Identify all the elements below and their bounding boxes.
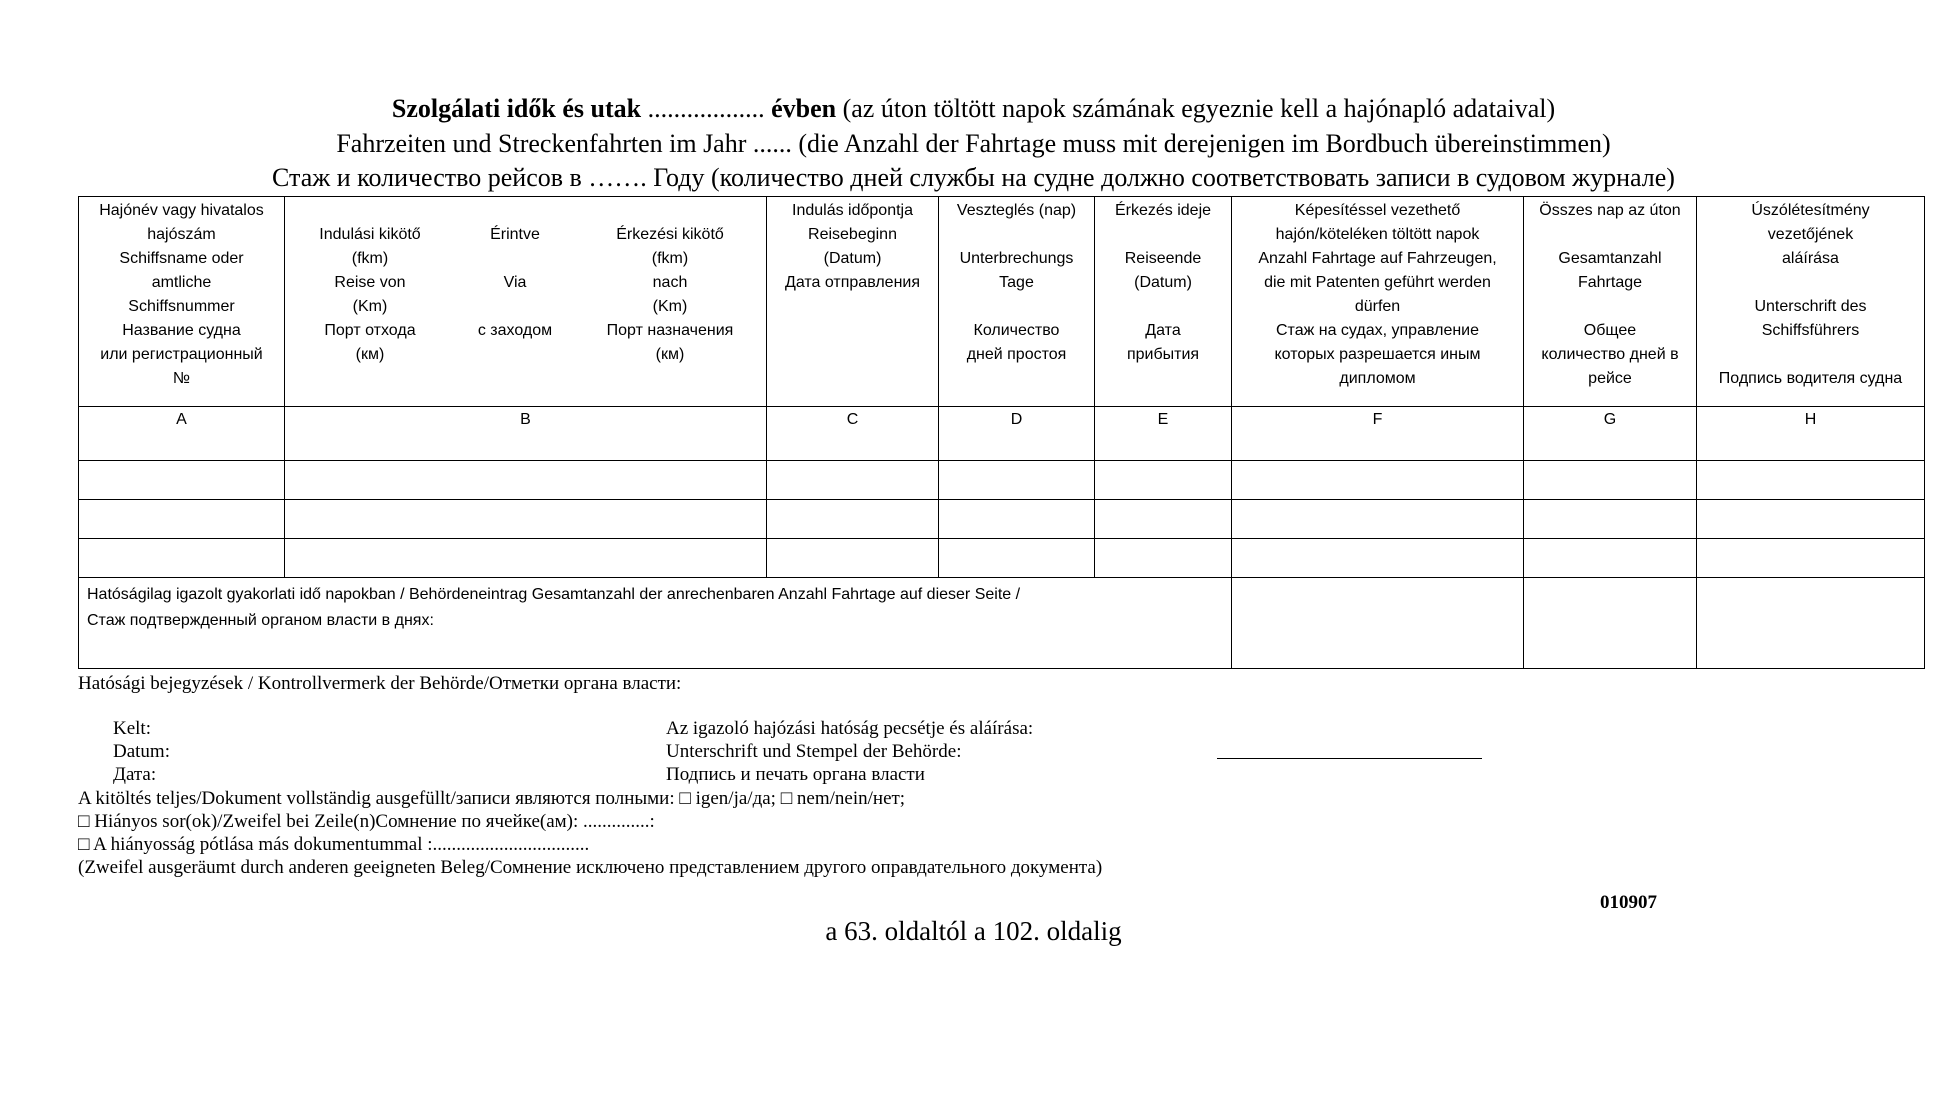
title-hu-rest: (az úton töltött napok számának egyeznie kell a hajónapló adataival) [836, 94, 1556, 123]
header-col-f: Képesítéssel vezethető hajón/köteléken töltött napok Anzahl Fahrtage auf Fahrzeugen, die mit Patenten geführt werden dürfen Стаж на судах, управление которых разрешается иным дипломом [1232, 197, 1524, 407]
header-col-a: Hajónév vagy hivatalos hajószám Schiffsname oder amtliche Schiffsnummer Название судна или регистрационный № [79, 197, 285, 407]
total-cell-h[interactable] [1697, 578, 1925, 669]
table-cell[interactable] [939, 500, 1095, 539]
service-table [78, 196, 1925, 669]
letter-h: H [1697, 407, 1925, 461]
letter-g: G [1524, 407, 1697, 461]
letter-a: A [79, 407, 285, 461]
total-label-line1: Hatóságilag igazolt gyakorlati idő napokban / Behördeneintrag Gesamtanzahl der anrechenbaren Anzahl Fahrtage auf dieser Seite / [87, 586, 1021, 603]
table-cell[interactable] [1232, 539, 1524, 578]
total-label-line2: Стаж подтвержденный органом власти в днях: [87, 612, 434, 629]
table-cell[interactable] [1524, 539, 1697, 578]
date-label-ru: Дата: [113, 764, 157, 785]
table-cell[interactable] [767, 539, 939, 578]
letter-e: E [1095, 407, 1232, 461]
table-cell[interactable] [1524, 500, 1697, 539]
table-row [79, 500, 1925, 539]
header-row [79, 197, 1925, 407]
form-code: 010907 [1600, 892, 1657, 913]
header-col-h: Úszólétesítmény vezetőjének aláírása Unterschrift des Schiffsführers Подпись водителя судна [1697, 197, 1925, 407]
doubt-removed: (Zweifel ausgeräumt durch anderen geeigneten Beleg/Сомнение исключено представлением другого оправдательного документа) [78, 857, 1103, 878]
header-col-b-to: Érkezési kikötő (fkm) nach (Km) Порт назначения (км) [606, 226, 734, 363]
table-cell[interactable] [1232, 461, 1524, 500]
table-cell[interactable] [1524, 461, 1697, 500]
header-col-d: Veszteglés (nap) Unterbrechungs Tage Количество дней простоя [939, 197, 1095, 407]
letter-f: F [1232, 407, 1524, 461]
table-cell[interactable] [79, 500, 285, 539]
page-range: a 63. oldaltól a 102. oldalig [825, 916, 1122, 946]
stamp-label-ru: Подпись и печать органа власти [666, 764, 925, 785]
table-cell[interactable] [79, 461, 285, 500]
header-col-b [285, 197, 767, 407]
total-cell-f[interactable] [1232, 578, 1524, 669]
title-bold-a: Szolgálati idők és utak [391, 94, 642, 123]
table-cell[interactable] [939, 539, 1095, 578]
header-col-b-via: Érintve Via с заходом [477, 226, 553, 339]
total-cell-g[interactable] [1524, 578, 1697, 669]
date-label-hu: Kelt: [113, 718, 151, 739]
table-cell[interactable] [285, 500, 767, 539]
incomplete-rows: □ Hiányos sor(ok)/Zweifel bei Zeile(n)Сомнение по ячейке(ам): ..............: [78, 811, 655, 832]
table-cell[interactable] [79, 539, 285, 578]
table-cell[interactable] [1095, 500, 1232, 539]
table-cell[interactable] [1232, 500, 1524, 539]
total-label [79, 578, 1232, 669]
header-col-c: Indulás időpontja Reisebeginn (Datum) Дата отправления [767, 197, 939, 407]
header-col-b-from: Indulási kikötő (fkm) Reise von (Km) Порт отхода (км) [319, 226, 421, 363]
supplement-document: □ A hiányosság pótlása más dokumentummal :................................. [78, 834, 590, 855]
total-row [79, 578, 1925, 669]
table-cell[interactable] [1697, 461, 1925, 500]
header-col-e: Érkezés ideje Reiseende (Datum) Дата прибытия [1095, 197, 1232, 407]
date-label-de: Datum: [113, 741, 170, 762]
table-cell[interactable] [1095, 539, 1232, 578]
complete-statement: A kitöltés teljes/Dokument vollständig ausgefüllt/записи являются полными: □ igen/ja/да; □ nem/nein/нет; [78, 788, 906, 809]
header-col-g: Összes nap az úton Gesamtanzahl Fahrtage Общее количество дней в рейсе [1524, 197, 1697, 407]
authority-notes-label: Hatósági bejegyzések / Kontrollvermerk der Behörde/Отметки органа власти: [78, 673, 682, 694]
stamp-label-de: Unterschrift und Stempel der Behörde: [666, 741, 962, 762]
letter-c: C [767, 407, 939, 461]
title-bold-b: évben [771, 94, 837, 123]
title-year-dots: .................. [641, 94, 772, 123]
table-cell[interactable] [285, 461, 767, 500]
table-cell[interactable] [767, 500, 939, 539]
table-row [79, 461, 1925, 500]
table-cell[interactable] [1095, 461, 1232, 500]
title-line-hu [0, 93, 1947, 125]
table-cell[interactable] [285, 539, 767, 578]
table-cell[interactable] [767, 461, 939, 500]
title-line-ru: Стаж и количество рейсов в ……. Году (количество дней службы на судне должно соответствовать записи в судовом журнале) [272, 163, 1675, 192]
table-cell[interactable] [1697, 539, 1925, 578]
table-cell[interactable] [1697, 500, 1925, 539]
stamp-label-hu: Az igazoló hajózási hatóság pecsétje és aláírása: [666, 718, 1034, 739]
letter-row [79, 407, 1925, 461]
letter-b: B [285, 407, 767, 461]
letter-d: D [939, 407, 1095, 461]
table-cell[interactable] [939, 461, 1095, 500]
title-line-de: Fahrzeiten und Streckenfahrten im Jahr ...... (die Anzahl der Fahrtage muss mit derejenigen im Bordbuch übereinstimmen) [336, 129, 1611, 158]
table-row [79, 539, 1925, 578]
signature-line [1217, 758, 1482, 759]
